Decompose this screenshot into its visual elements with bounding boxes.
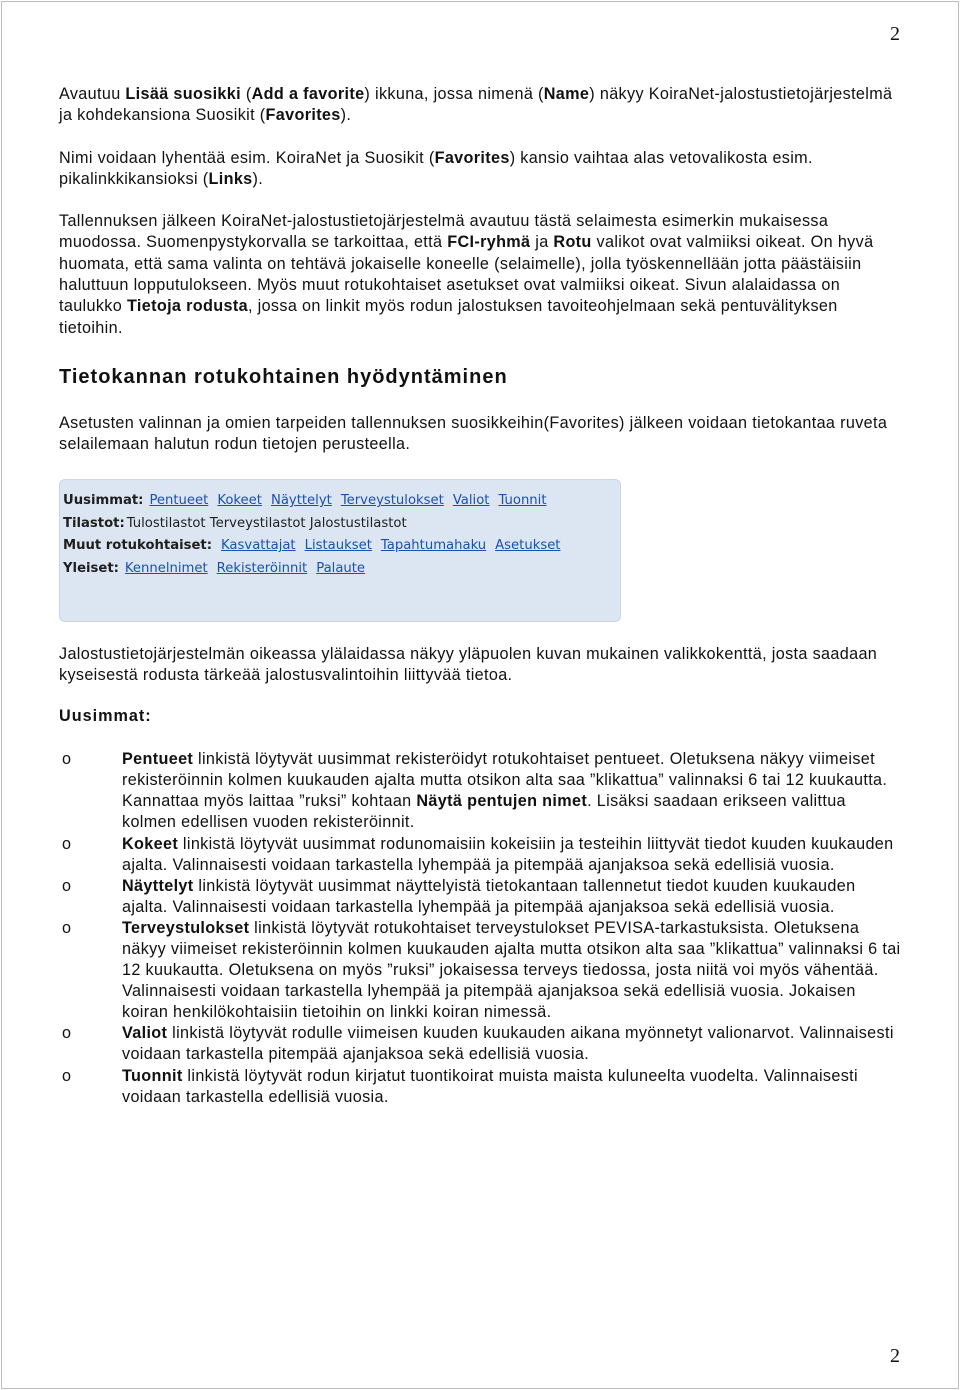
link-terveystulokset[interactable]: Terveystulokset [340, 493, 444, 509]
item-text: linkistä löytyvät rotukohtaiset terveystulokset PEVISA-tarkastuksista. Oletuksena näkyy viimeiset rekisteröinnin kolmen kuukauden ajalta mutta otsikon alta saa ”klikattua” valinnaksi 6 tai 12 kuukautta. Oletuksena on myös ”ruksi” jokaisessa terveys tiedossa, josta niitä voi myös vähentää. Valinnaisesti voidaan tarkastella lyhempää ja pitempää ajanjaksoa sekä edellisiä vuosia. Jokaisen koiran henkilökohtaisiin tietoihin on linkki koiran nimessä. [122, 918, 901, 1022]
bullet: o [62, 876, 72, 895]
link-kasvattajat[interactable]: Kasvattajat [221, 538, 296, 554]
item-text: linkistä löytyvät uusimmat näyttelyistä tietokantaan tallennetut tiedot kuuden kuukauden ajalta. Valinnaisesti voidaan tarkastella lyhempää ja pitempää ajanjaksoa sekä edellisiä vuosia. [122, 876, 856, 916]
item-term: Tuonnit [122, 1066, 183, 1085]
statistics-list[interactable]: Tulostilastot Terveystilastot Jalostustilastot [126, 515, 407, 531]
nav-label: Tilastot: [63, 515, 125, 531]
list-item-valiot [59, 1023, 904, 1065]
nav-menu-screenshot [59, 479, 621, 622]
bullet: o [62, 1066, 72, 1085]
list-item-terveystulokset [59, 918, 904, 1023]
nav-label: Uusimmat: [63, 493, 144, 509]
list-item-tuonnit [59, 1066, 904, 1108]
list-item-nayttelyt [59, 876, 904, 918]
subheading-uusimmat: Uusimmat: [59, 707, 152, 726]
item-term: Terveystulokset [122, 918, 250, 937]
list-item-pentueet [59, 749, 904, 833]
bold-term: Favorites [434, 148, 510, 167]
link-valiot[interactable]: Valiot [452, 493, 490, 509]
bold-term: Name [543, 85, 590, 103]
item-text: linkistä löytyvät rodun kirjatut tuontikoirat muista maista kuluneelta vuodelta. Valinnaisesti voidaan tarkastella edellisiä vuosia. [122, 1066, 858, 1106]
text: ja [530, 233, 554, 252]
paragraph-after-save [59, 211, 904, 339]
text: ) näkyy KoiraNet-jalostustietojärjestelmä ja kohdekansiona Suosikit ( [59, 85, 893, 125]
link-listaukset[interactable]: Listaukset [304, 538, 372, 554]
item-term: Näytä pentujen nimet [416, 792, 588, 811]
bullet: o [62, 750, 72, 769]
text: Tallennuksen jälkeen KoiraNet-jalostustietojärjestelmä avautuu tästä selaimesta esimerkin mukaisessa muodossa. Suomenpystykorvalla se tarkoittaa, että [59, 212, 829, 252]
item-text: linkistä löytyvät uusimmat rekisteröidyt rotukohtaiset pentueet. Oletuksena näkyy viimeiset rekisteröinnin kolmen kuukauden ajalta mutta otsikon alta saa ”klikattua” valinnaksi 6 tai 12 kuukautta. Kannattaa myös laittaa ”ruksi” kohtaan [122, 750, 888, 811]
paragraph-intro: Asetusten valinnan ja omien tarpeiden tallennuksen suosikkeihin(Favorites) jälkeen voidaan tietokantaa ruveta selailemaan halutun rodun tietojen perusteella. [59, 413, 888, 454]
item-term: Pentueet [122, 750, 194, 769]
item-text: linkistä löytyvät uusimmat rodunomaisiin kokeisiin ja testeihin liittyvät tiedot kuuden kuukauden ajalta. Valinnaisesti voidaan tarkastella lyhempää ja pitempää ajanjaksoa sekä edellisiä vuosia. [122, 834, 894, 874]
bold-term: Rotu [553, 233, 592, 252]
nav-row-uusimmat [63, 490, 620, 513]
list-item-kokeet [59, 834, 904, 876]
link-pentueet[interactable]: Pentueet [149, 493, 209, 509]
link-palaute[interactable]: Palaute [316, 560, 366, 576]
bold-term: Favorites [265, 106, 341, 125]
link-kokeet[interactable]: Kokeet [217, 493, 262, 509]
text: ) ikkuna, jossa nimenä ( [364, 85, 544, 103]
link-rekisteroinnit[interactable]: Rekisteröinnit [216, 560, 308, 576]
page-number-top: 2 [890, 23, 900, 45]
uusimmat-list [59, 749, 904, 1108]
text: ). [340, 106, 352, 125]
text: Nimi voidaan lyhentää esim. KoiraNet ja Suosikit ( [59, 148, 435, 167]
link-tuonnit[interactable]: Tuonnit [498, 493, 547, 509]
link-kennelnimet[interactable]: Kennelnimet [124, 560, 208, 576]
nav-row-tilastot [63, 512, 620, 535]
nav-label: Muut rotukohtaiset: [63, 538, 213, 554]
bold-term: Add a favorite [251, 85, 365, 103]
item-term: Kokeet [122, 834, 179, 853]
page-number-bottom: 2 [890, 1345, 900, 1367]
section-heading: Tietokannan rotukohtainen hyödyntäminen [59, 365, 508, 388]
nav-label: Yleiset: [63, 560, 119, 576]
text: , jossa on linkit myös rodun jalostuksen tavoiteohjelmaan sekä pentuvälityksen tietoihin. [59, 297, 838, 337]
text: ). [252, 169, 264, 188]
link-nayttelyt[interactable]: Näyttelyt [270, 493, 332, 509]
paragraph-shorten-name [59, 148, 904, 191]
item-text: linkistä löytyvät rodulle viimeisen kuuden kuukauden aikana myönnetyt valionarvot. Valinnaisesti voidaan tarkastella pitempää ajanjaksoa sekä edellisiä vuosia. [122, 1024, 894, 1064]
bold-term: Tietoja rodusta [126, 297, 248, 316]
item-term: Valiot [122, 1024, 168, 1043]
bold-term: Lisää suosikki [125, 85, 241, 103]
link-asetukset[interactable]: Asetukset [495, 538, 561, 554]
item-text: . Lisäksi saadaan erikseen valittua kolmen edellisen vuoden rekisteröinnit. [122, 792, 846, 832]
nav-row-muut [63, 535, 620, 558]
bullet: o [62, 1024, 72, 1043]
nav-row-yleiset [63, 557, 620, 580]
paragraph-after-menu: Jalostustietojärjestelmän oikeassa ylälaidassa näkyy yläpuolen kuvan mukainen valikkokenttä, josta saadaan kyseisestä rodusta tärkeää jalostusvalintoihin liittyvää tietoa. [59, 644, 878, 684]
item-term: Näyttelyt [122, 876, 194, 895]
paragraph-add-favorite [59, 84, 904, 127]
document-body [59, 84, 904, 1108]
bullet: o [62, 918, 72, 937]
bold-term: Links [208, 169, 253, 188]
link-tapahtumahaku[interactable]: Tapahtumahaku [380, 538, 487, 554]
text: Avautuu [59, 85, 126, 103]
bullet: o [62, 834, 72, 853]
text: ( [240, 85, 252, 103]
bold-term: FCI-ryhmä [447, 233, 531, 252]
text: ) kansio vaihtaa alas vetovalikosta esim. pikalinkkikansioksi ( [59, 148, 813, 188]
text: valikot ovat valmiiksi oikeat. On hyvä huomata, että sama valinta on tehtävä jokaiselle koneelle (selaimelle), jolla työskennellään jotta päästäisiin haluttuun lopputulokseen. Myös muut rotukohtaiset asetukset ovat valmiiksi oikeat. Sivun alalaidassa on taulukko [59, 233, 874, 316]
